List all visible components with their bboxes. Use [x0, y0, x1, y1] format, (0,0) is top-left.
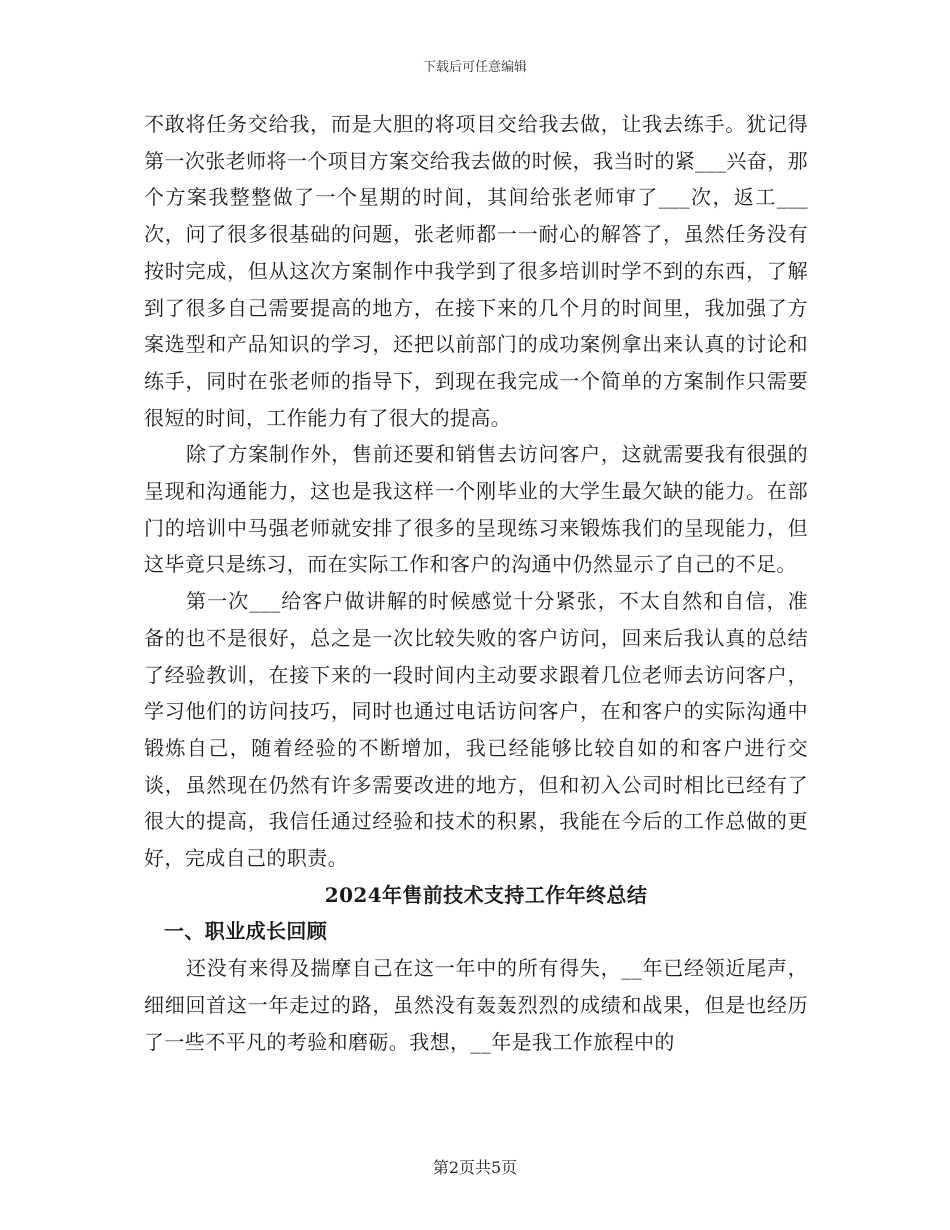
page-header: 下载后可任意编辑	[422, 60, 527, 75]
document-title: 2024年售前技术支持工作年终总结	[324, 882, 648, 907]
paragraph-continuation: 不敢将任务交给我，而是大胆的将项目交给我去做，让我去练手。犹记得第一次张老师将一个项目方案交给我去做的时候，我当时的紧___兴奋，那个方案我整整做了一个星期的时间，其间给张老师审了___次，返工___次，问了很多很基础的问题，张老师都一一耐心的解答了，虽然任务没有按时完成，但从这次方案制作中我学到了很多培训时学不到的东西，了解到了很多自己需要提高的地方，在接下来的几个月的时间里，我加强了方案选型和产品知识的学习，还把以前部门的成功案例拿出来认真的讨论和练手，同时在张老师的指导下，到现在我完成一个简单的方案制作只需要很短的时间，工作能力有了很大的提高。	[144, 112, 808, 430]
paragraph-presentation-skills: 除了方案制作外，售前还要和销售去访问客户，这就需要我有很强的呈现和沟通能力，这也是我这样一个刚毕业的大学生最欠缺的能力。在部门的培训中马强老师就安排了很多的呈现练习来锻炼我们的呈现能力，但这毕竟只是练习，而在实际工作和客户的沟通中仍然显示了自己的不足。	[144, 442, 808, 577]
page-number: 第2页共5页	[432, 1158, 518, 1177]
paragraph-career-review: 还没有来得及揣摩自己在这一年中的所有得失，__年已经领近尾声，细细回首这一年走过的路，虽然没有轰轰烈烈的成绩和战果，但是也经历了一些不平凡的考验和磨砺。我想，__年是我工作旅程中的	[144, 956, 808, 1054]
document-body	[144, 106, 808, 1060]
paragraph-first-client-visit: 第一次___给客户做讲解的时候感觉十分紧张，不太自然和自信，准备的也不是很好，总之是一次比较失败的客户访问，回来后我认真的总结了经验教训，在接下来的一段时间内主动要求跟着几位老师去访问客户，学习他们的访问技巧，同时也通过电话访问客户，在和客户的实际沟通中锻炼自己，随着经验的不断增加，我已经能够比较自如的和客户进行交谈，虽然现在仍然有许多需要改进的地方，但和初入公司时相比已经有了很大的提高，我信任通过经验和技术的积累，我能在今后的工作总做的更好，完成自己的职责。	[144, 589, 808, 871]
section-heading: 一、职业成长回顾	[164, 919, 328, 944]
